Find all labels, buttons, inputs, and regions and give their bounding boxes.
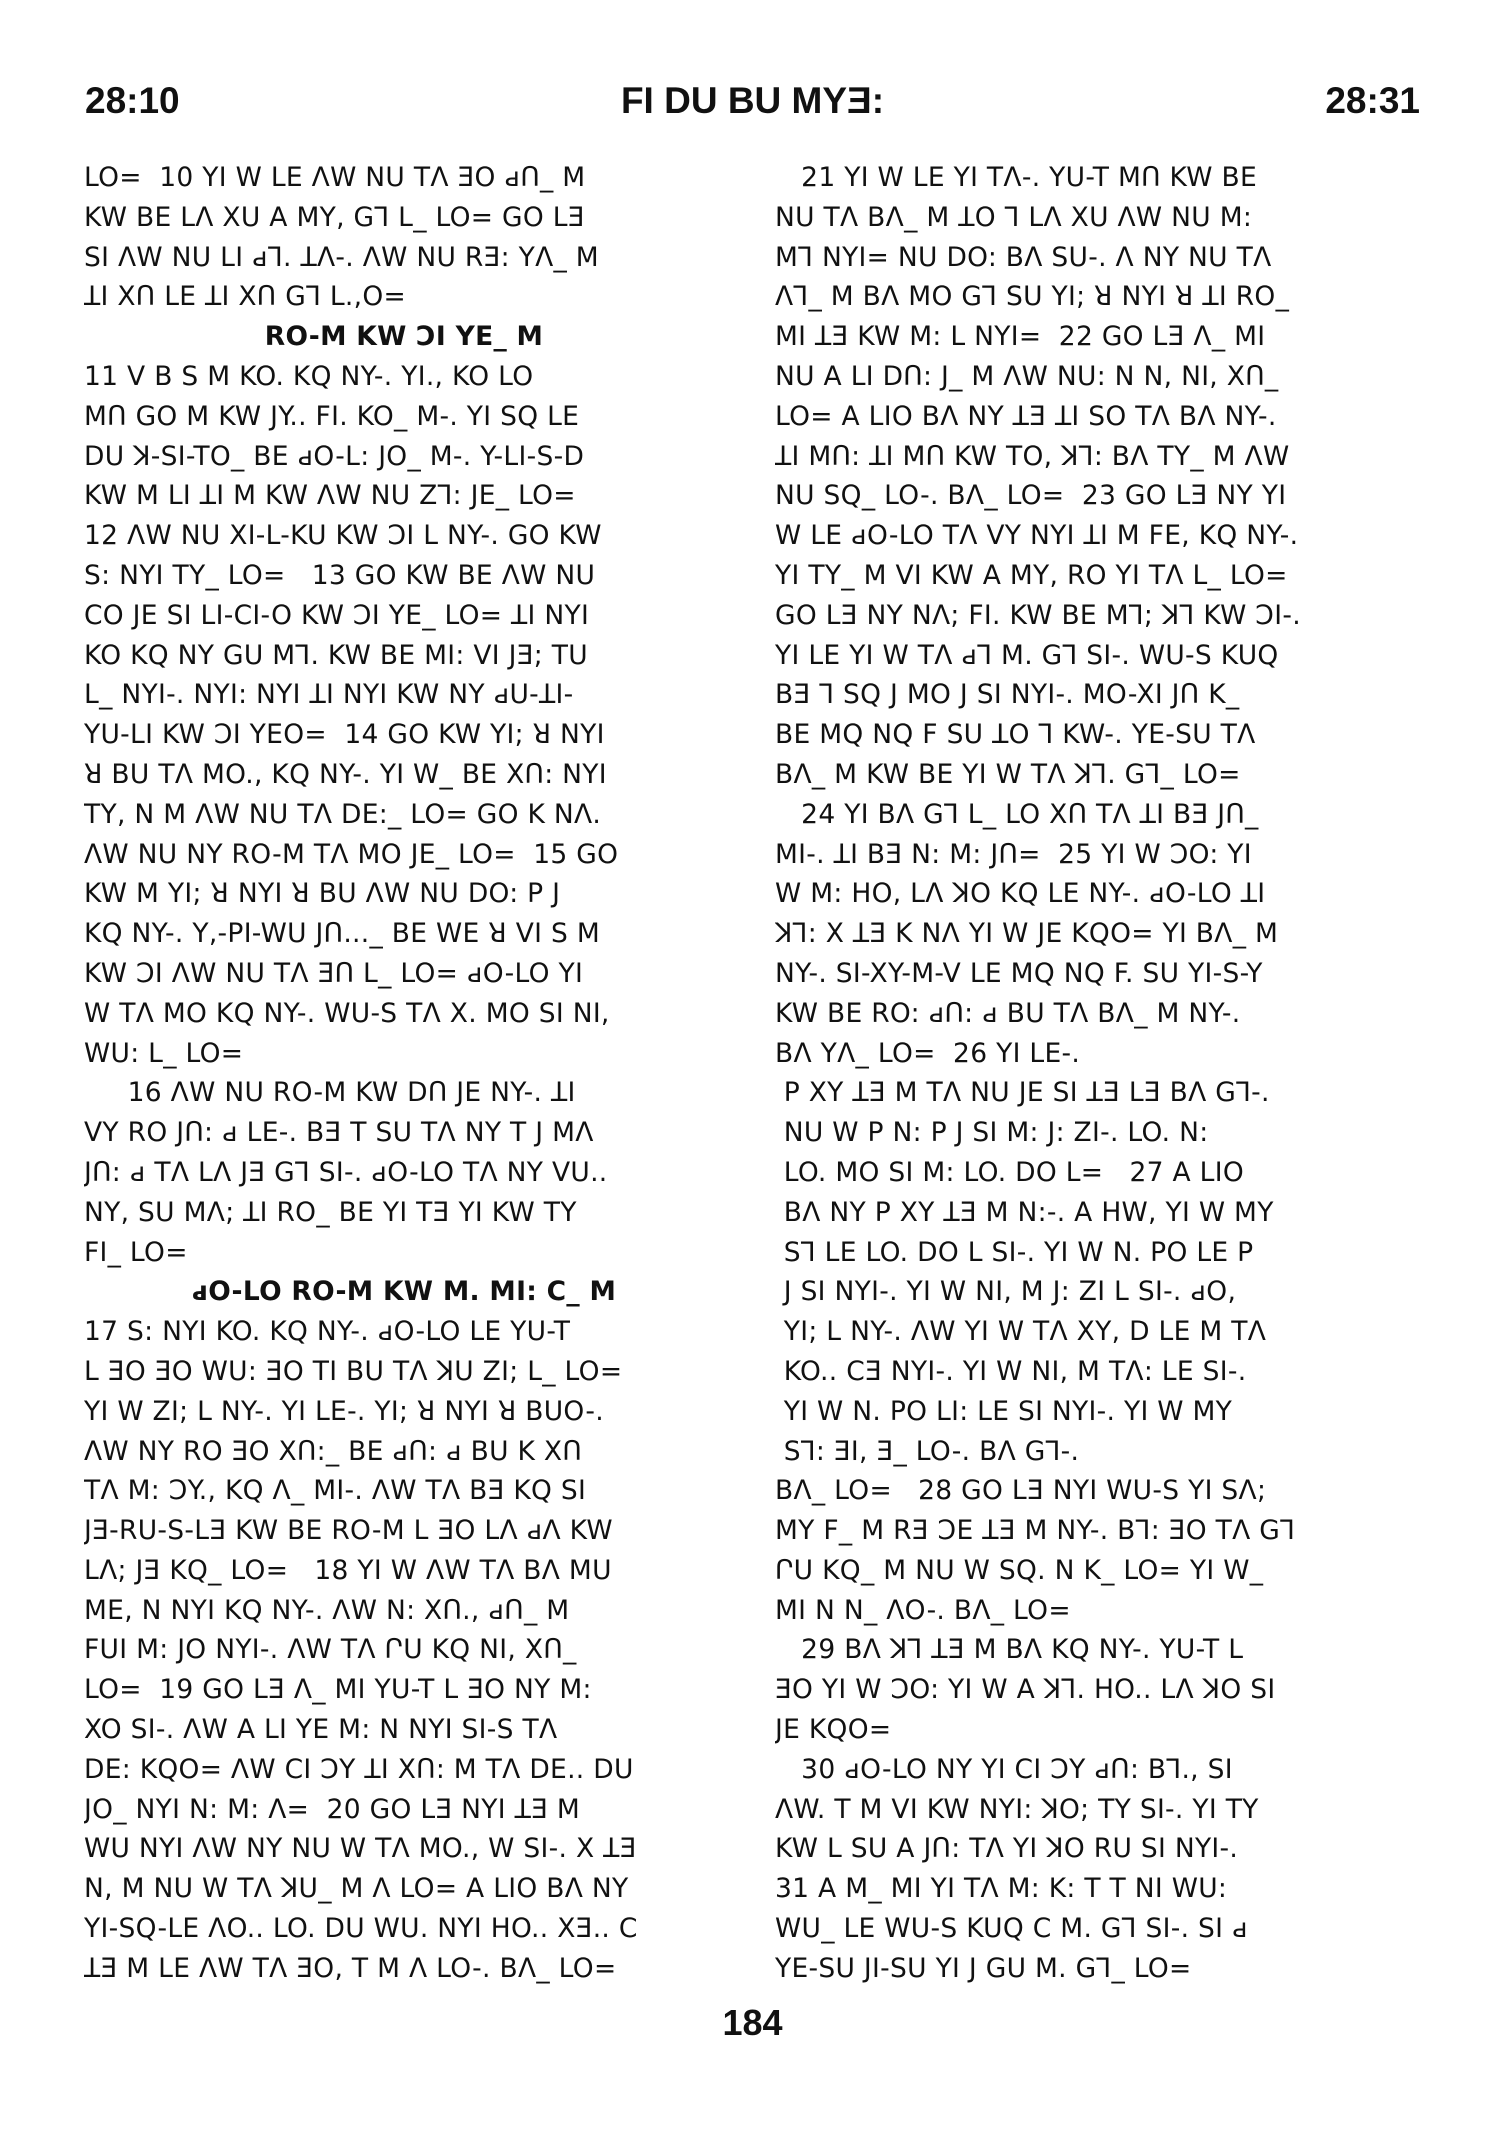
text-line: DE: KQO= ɅW CI ƆY ꓕI XՈ: M TɅ DE.. DU xyxy=(84,1753,634,1785)
text-line: SI ɅW NU LI ԁꓶ. ꓕɅ-. ɅW NU RƎ: YɅ_ M xyxy=(84,241,599,273)
text-line: CO JE SI LI-CI-O KW ƆI YE_ LO= ꓕI NYI xyxy=(84,599,590,631)
text-line: KW M YI; ꓤ NYI ꓤ BU ɅW NU DO: P J xyxy=(84,878,561,910)
text-line: 21 YI W LE YI TɅ-. YU-T MՈ KW BE xyxy=(775,162,1258,193)
text-line: NU TɅ BɅ_ M ꓕO ꓶ LɅ XU ɅW NU M: xyxy=(775,201,1253,233)
left-text-column xyxy=(84,158,724,1989)
text-line: BE MQ NQ F SU ꓕO ꓶ KW-. YE-SU TɅ xyxy=(775,719,1256,751)
text-line: JՈ: ԁ TɅ LɅ JƎ Gꓶ SI-. ԁO-LO TɅ NY VU.. xyxy=(84,1156,608,1188)
text-line: GO LƎ NY NɅ; FI. KW BE Mꓶ; ꓘꓶ KW ƆI-. xyxy=(775,599,1301,631)
text-line: KW L SU A JՈ: TɅ YI ꓘO RU SI NYI-. xyxy=(775,1833,1239,1865)
text-line: DU ꓘ-SI-TO_ BE ԁO-L: JO_ M-. Y-LI-S-D xyxy=(84,440,585,472)
text-line: KO KQ NY GU Mꓶ. KW BE MI: VI JƎ; TU xyxy=(84,639,588,671)
text-line: MI-. ꓕI BƎ N: M: JՈ= 25 YI W ƆO: YI xyxy=(775,838,1252,870)
text-line: ꓕI XՈ LE ꓕI XՈ Gꓶ L.,O= xyxy=(84,281,407,313)
text-line: Sꓶ: ƎI, Ǝ_ LO-. BɅ Gꓶ-. xyxy=(775,1435,1080,1467)
text-line: ꓤ BU TɅ MO., KQ NY-. YI W_ BE XՈ: NYI xyxy=(84,758,607,790)
text-line: LO= 19 GO LƎ Ʌ_ MI YU-T L ƎO NY M: xyxy=(84,1674,592,1706)
text-line: ՐU KQ_ M NU W SQ. N K_ LO= YI W_ xyxy=(775,1554,1264,1586)
text-line: FI_ LO= xyxy=(84,1236,188,1268)
text-line: FUI M: JO NYI-. ɅW TɅ ՐU KQ NI, XՈ_ xyxy=(84,1634,577,1666)
text-line: KW BE RO: ԁՈ: ԁ BU TɅ BɅ_ M NY-. xyxy=(775,997,1241,1029)
text-line: NU A LI DՈ: J_ M ɅW NU: N N, NI, XՈ_ xyxy=(775,360,1279,392)
text-line: ɅW NU NY RO-M TɅ MO JE_ LO= 15 GO xyxy=(84,838,619,870)
text-line: MY F_ M RƎ ƆE ꓕƎ M NY-. Bꓶ: ƎO TɅ Gꓶ xyxy=(775,1515,1296,1547)
text-line: 30 ԁO-LO NY YI CI ƆY ԁՈ: Bꓶ., SI xyxy=(775,1753,1233,1785)
text-line: ꓕƎ M LE ɅW TɅ ƎO, T M Ʌ LO-. BɅ_ LO= xyxy=(84,1952,617,1984)
text-line: WU: L_ LO= xyxy=(84,1037,244,1069)
text-line: L_ NYI-. NYI: NYI ꓕI NYI KW NY ԁU-ꓕI- xyxy=(84,679,574,711)
text-line: 11 V B S M KO. KQ NY-. YI., KO LO xyxy=(84,360,534,392)
text-line: L ƎO ƎO WU: ƎO TI BU TɅ ꓘU ZI; L_ LO= xyxy=(84,1355,623,1387)
text-line: XO SI-. ɅW A LI YE M: N NYI SI-S TɅ xyxy=(84,1714,558,1746)
text-line: YE-SU JI-SU YI J GU M. Gꓶ_ LO= xyxy=(775,1952,1192,1984)
section-heading: RO-M KW ƆI YE_ M xyxy=(264,321,544,353)
text-line: BƎ ꓶ SQ J MO J SI NYI-. MO-XI JՈ K_ xyxy=(775,679,1240,711)
text-line: JO_ NYI N: M: Ʌ= 20 GO LƎ NYI ꓕƎ M xyxy=(84,1793,581,1825)
text-line: W TɅ MO KQ NY-. WU-S TɅ X. MO SI NI, xyxy=(84,997,610,1029)
text-line: ꓘꓶ: X ꓕƎ K NɅ YI W JE KQO= YI BɅ_ M xyxy=(775,918,1279,950)
page-number: 184 xyxy=(722,2002,783,2043)
text-line: NU W P N: P J SI M: J: ZI-. LO. N: xyxy=(775,1117,1209,1149)
text-line: P XY ꓕƎ M TɅ NU JE SI ꓕƎ LƎ BɅ Gꓶ-. xyxy=(775,1077,1270,1109)
text-line: ɅW NY RO ƎO XՈ:_ BE ԁՈ: ԁ BU K XՈ xyxy=(84,1435,583,1467)
text-line: MՈ GO M KW JY.. FI. KO_ M-. YI SQ LE xyxy=(84,400,580,432)
text-line: 16 ɅW NU RO-M KW DՈ JE NY-. ꓕI xyxy=(84,1077,576,1109)
text-line: N, M NU W TɅ ꓘU_ M Ʌ LO= A LIO BɅ NY xyxy=(84,1873,629,1905)
text-line: S: NYI TY_ LO= 13 GO KW BE ɅW NU xyxy=(84,559,596,591)
right-text-column xyxy=(775,158,1415,1989)
text-line: Ʌꓶ_ M BɅ MO Gꓶ SU YI; ꓤ NYI ꓤ ꓕI RO_ xyxy=(775,281,1290,313)
header-book-title: FI DU BU MYƎ: xyxy=(620,80,885,121)
text-line: 29 BɅ ꓘꓶ ꓕƎ M BɅ KQ NY-. YU-T L xyxy=(775,1634,1244,1666)
text-line: W M: HO, LɅ ꓘO KQ LE NY-. ԁO-LO ꓕI xyxy=(775,878,1266,910)
text-line: JE KQO= xyxy=(775,1714,892,1746)
text-line: 12 ɅW NU XI-L-KU KW ƆI L NY-. GO KW xyxy=(84,520,602,552)
text-line: YI TY_ M VI KW A MY, RO YI TɅ L_ LO= xyxy=(775,559,1288,591)
text-line: 17 S: NYI KO. KQ NY-. ԁO-LO LE YU-T xyxy=(84,1316,571,1348)
text-line: YI W N. PO LI: LE SI NYI-. YI W MY xyxy=(775,1395,1233,1427)
text-line: BɅ NY P XY ꓕƎ M N:-. A HW, YI W MY xyxy=(775,1196,1274,1228)
text-line: KW M LI ꓕI M KW ɅW NU Zꓶ: JE_ LO= xyxy=(84,480,576,512)
text-line: KW ƆI ɅW NU TɅ ƎՈ L_ LO= ԁO-LO YI xyxy=(84,957,584,989)
text-line: NY-. SI-XY-M-V LE MQ NQ F. SU YI-S-Y xyxy=(775,957,1263,989)
text-line: YI LE YI W TɅ ԁꓶ M. Gꓶ SI-. WU-S KUQ xyxy=(775,639,1279,671)
text-line: LO. MO SI M: LO. DO L= 27 A LIO xyxy=(775,1156,1245,1188)
text-line: YI; L NY-. ɅW YI W TɅ XY, D LE M TɅ xyxy=(775,1316,1267,1348)
text-line: ꓕI MՈ: ꓕI MՈ KW TO, ꓘꓶ: BɅ TY_ M ɅW xyxy=(775,440,1290,472)
text-line: WU NYI ɅW NY NU W TɅ MO., W SI-. X ꓕƎ xyxy=(84,1833,637,1865)
text-line: BɅ YɅ_ LO= 26 YI LE-. xyxy=(775,1037,1081,1069)
text-line: MI N N_ ɅO-. BɅ_ LO= xyxy=(775,1594,1071,1626)
text-line: LO= A LIO BɅ NY ꓕƎ ꓕI SO TɅ BɅ NY-. xyxy=(775,400,1277,432)
text-line: ɅW. T M VI KW NYI: ꓘO; TY SI-. YI TY xyxy=(775,1793,1259,1825)
text-line: YI-SQ-LE ɅO.. LO. DU WU. NYI HO.. XƎ.. C xyxy=(84,1913,638,1945)
text-line: KW BE LɅ XU A MY, Gꓶ L_ LO= GO LƎ xyxy=(84,201,585,233)
text-line: KQ NY-. Y,-PI-WU JՈ..._ BE WE ꓤ VI S M xyxy=(84,918,600,950)
text-line: 24 YI BɅ Gꓶ L_ LO XՈ TɅ ꓕI BƎ JՈ_ xyxy=(775,798,1259,830)
text-line: YI W ZI; L NY-. YI LE-. YI; ꓤ NYI ꓤ BUO-. xyxy=(84,1395,604,1427)
text-line: MI ꓕƎ KW M: L NYI= 22 GO LƎ Ʌ_ MI xyxy=(775,321,1266,353)
text-line: BɅ_ LO= 28 GO LƎ NYI WU-S YI SɅ; xyxy=(775,1475,1267,1507)
text-line: TY, N M ɅW NU TɅ DE:_ LO= GO K NɅ. xyxy=(84,798,602,830)
text-line: KO.. CƎ NYI-. YI W NI, M TɅ: LE SI-. xyxy=(775,1355,1247,1387)
header-chapter-start: 28:10 xyxy=(85,80,180,121)
text-line: VY RO JՈ: ԁ LE-. BƎ T SU TɅ NY T J MɅ xyxy=(84,1117,594,1149)
text-line: NU SQ_ LO-. BɅ_ LO= 23 GO LƎ NY YI xyxy=(775,480,1287,512)
text-line: W LE ԁO-LO TɅ VY NYI ꓕI M FE, KQ NY-. xyxy=(775,520,1299,552)
text-line: BɅ_ M KW BE YI W TɅ ꓘꓶ. Gꓶ_ LO= xyxy=(775,758,1241,790)
text-line: ƎO YI W ƆO: YI W A ꓘꓶ. HO.. LɅ ꓘO SI xyxy=(775,1674,1276,1706)
text-line: JƎ-RU-S-LƎ KW BE RO-M L ƎO LɅ ԁɅ KW xyxy=(84,1515,613,1547)
text-line: LɅ; JƎ KQ_ LO= 18 YI W ɅW TɅ BɅ MU xyxy=(84,1554,612,1586)
text-line: Mꓶ NYI= NU DO: BɅ SU-. Ʌ NY NU TɅ xyxy=(775,241,1272,273)
text-line: ME, N NYI KQ NY-. ɅW N: XՈ., ԁՈ_ M xyxy=(84,1594,570,1626)
text-line: 31 A M_ MI YI TɅ M: K: T T NI WU: xyxy=(775,1873,1228,1905)
section-heading: ԁO-LO RO-M KW M. MI: C_ M xyxy=(191,1276,617,1308)
text-line: TɅ M: ƆY., KQ Ʌ_ MI-. ɅW TɅ BƎ KQ SI xyxy=(84,1475,587,1507)
text-line: LO= 10 YI W LE ɅW NU TɅ ƎO ԁՈ_ M xyxy=(84,162,586,193)
text-line: YU-LI KW ƆI YEO= 14 GO KW YI; ꓤ NYI xyxy=(84,719,605,751)
text-line: Sꓶ LE LO. DO L SI-. YI W N. PO LE P xyxy=(775,1236,1254,1268)
text-line: NY, SU MɅ; ꓕI RO_ BE YI TƎ YI KW TY xyxy=(84,1196,577,1228)
header-chapter-end: 28:31 xyxy=(1325,80,1420,121)
page-header xyxy=(85,80,1420,130)
text-line: J SI NYI-. YI W NI, M J: ZI L SI-. ԁO, xyxy=(775,1276,1237,1308)
text-line: WU_ LE WU-S KUQ C M. Gꓶ SI-. SI ԁ xyxy=(775,1913,1248,1945)
